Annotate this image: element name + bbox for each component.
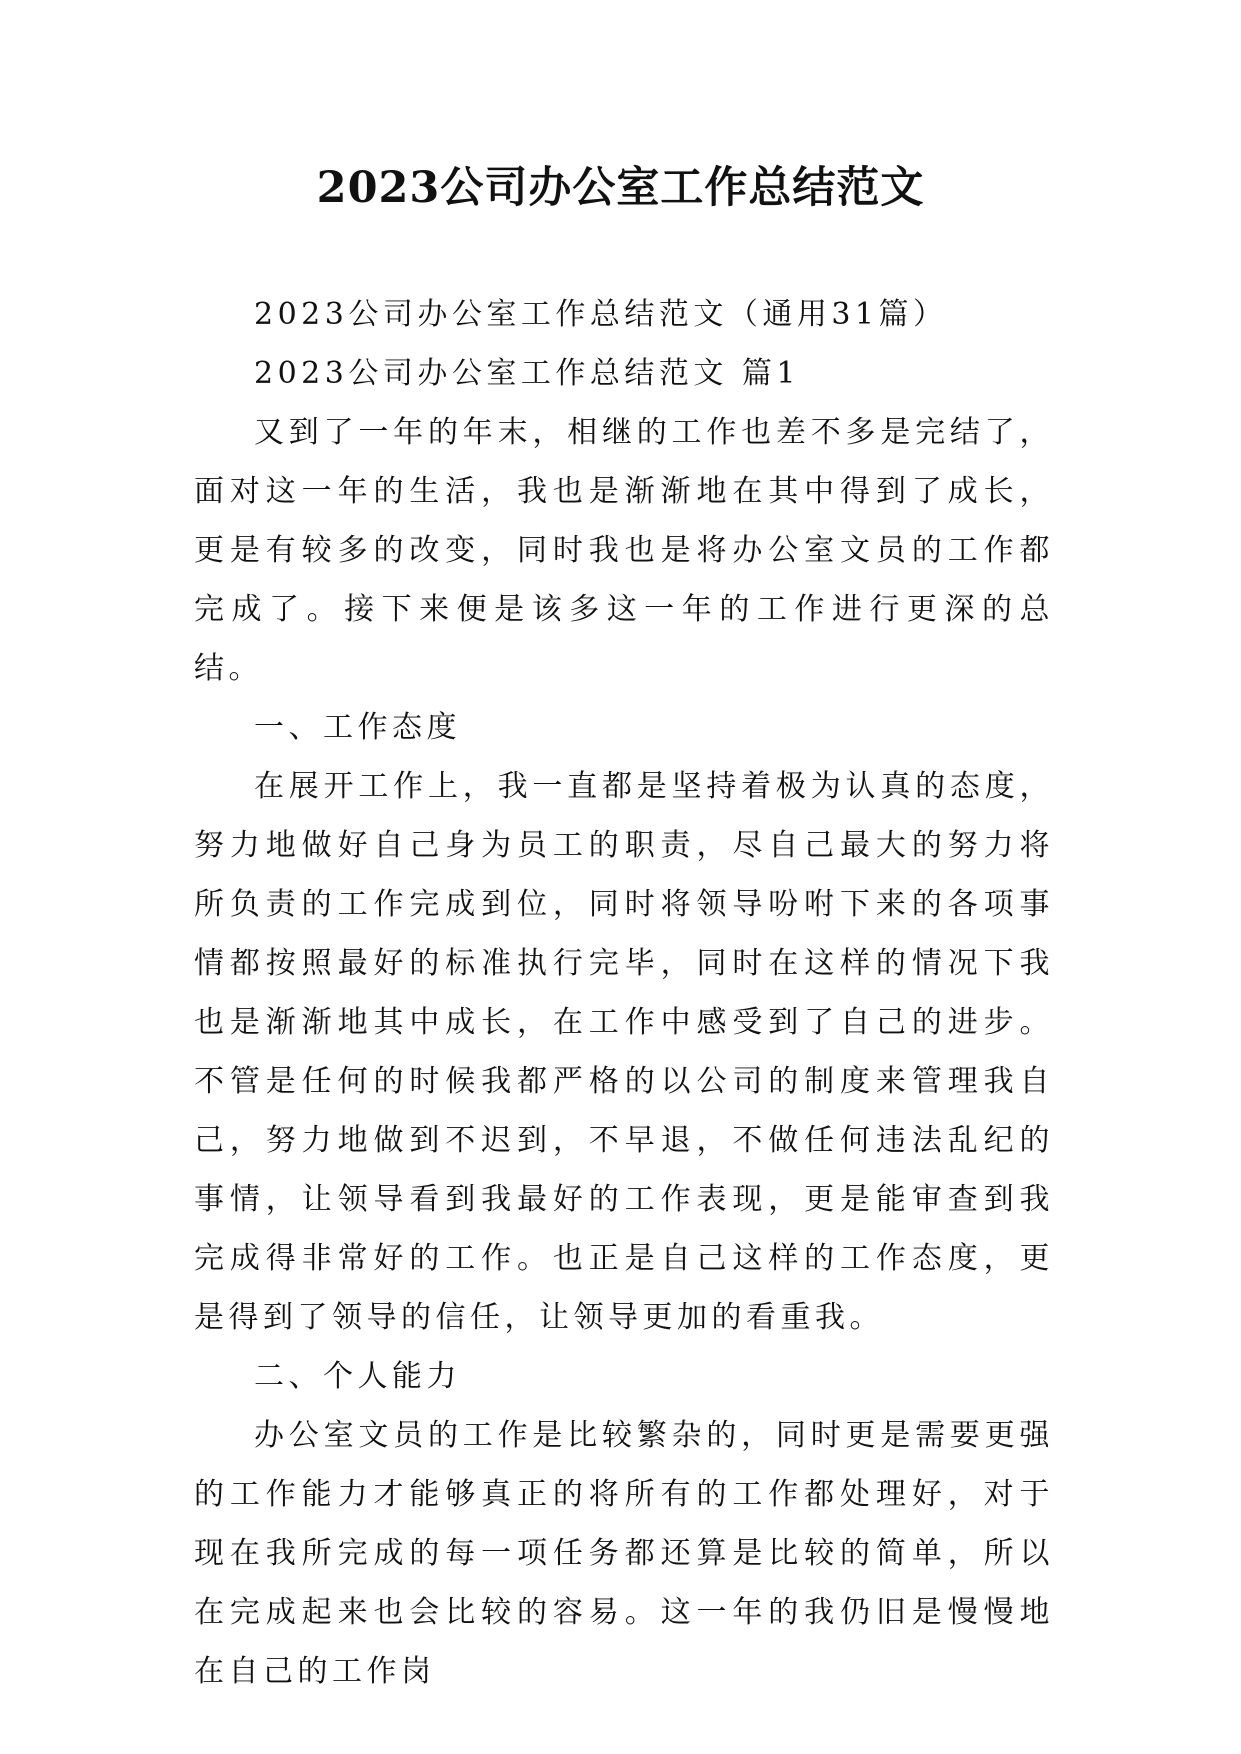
subtitle-paragraph: 2023公司办公室工作总结范文（通用31篇） <box>254 297 948 332</box>
work-attitude-paragraph: 在展开工作上，我一直都是坚持着极为认真的态度，努力地做好自己身为员工的职责，尽自己最大的努力将所负责的工作完成到位，同时将领导吩咐下来的各项事情都按照最好的标准执行完毕，同时在这样的情况下我也是渐渐地其中成长，在工作中感受到了自己的进步。不管是任何的时候我都严格的以公司的制度来管理我自己，努力地做到不迟到，不早退，不做任何违法乱纪的事情，让领导看到我最好的工作表现，更是能审查到我完成得非常好的工作。也正是自己这样的工作态度，更是得到了领导的信任，让领导更加的看重我。 <box>194 769 1054 1335</box>
personal-ability-paragraph: 办公室文员的工作是比较繁杂的，同时更是需要更强的工作能力才能够真正的将所有的工作都处理好，对于现在我所完成的每一项任务都还算是比较的简单，所以在完成起来也会比较的容易。这一年的我仍旧是慢慢地在自己的工作岗 <box>194 1418 1054 1689</box>
section-heading-part-1: 2023公司办公室工作总结范文 篇1 <box>254 356 800 391</box>
intro-paragraph: 又到了一年的年末，相继的工作也差不多是完结了，面对这一年的生活，我也是渐渐地在其中得到了成长，更是有较多的改变，同时我也是将办公室文员的工作都完成了。接下来便是该多这一年的工作进行更深的总结。 <box>194 415 1054 686</box>
document-title: 2023公司办公室工作总结范文 <box>316 163 925 213</box>
heading-personal-ability: 二、个人能力 <box>254 1359 461 1394</box>
heading-work-attitude: 一、工作态度 <box>254 710 461 745</box>
document-body <box>194 285 1054 1701</box>
